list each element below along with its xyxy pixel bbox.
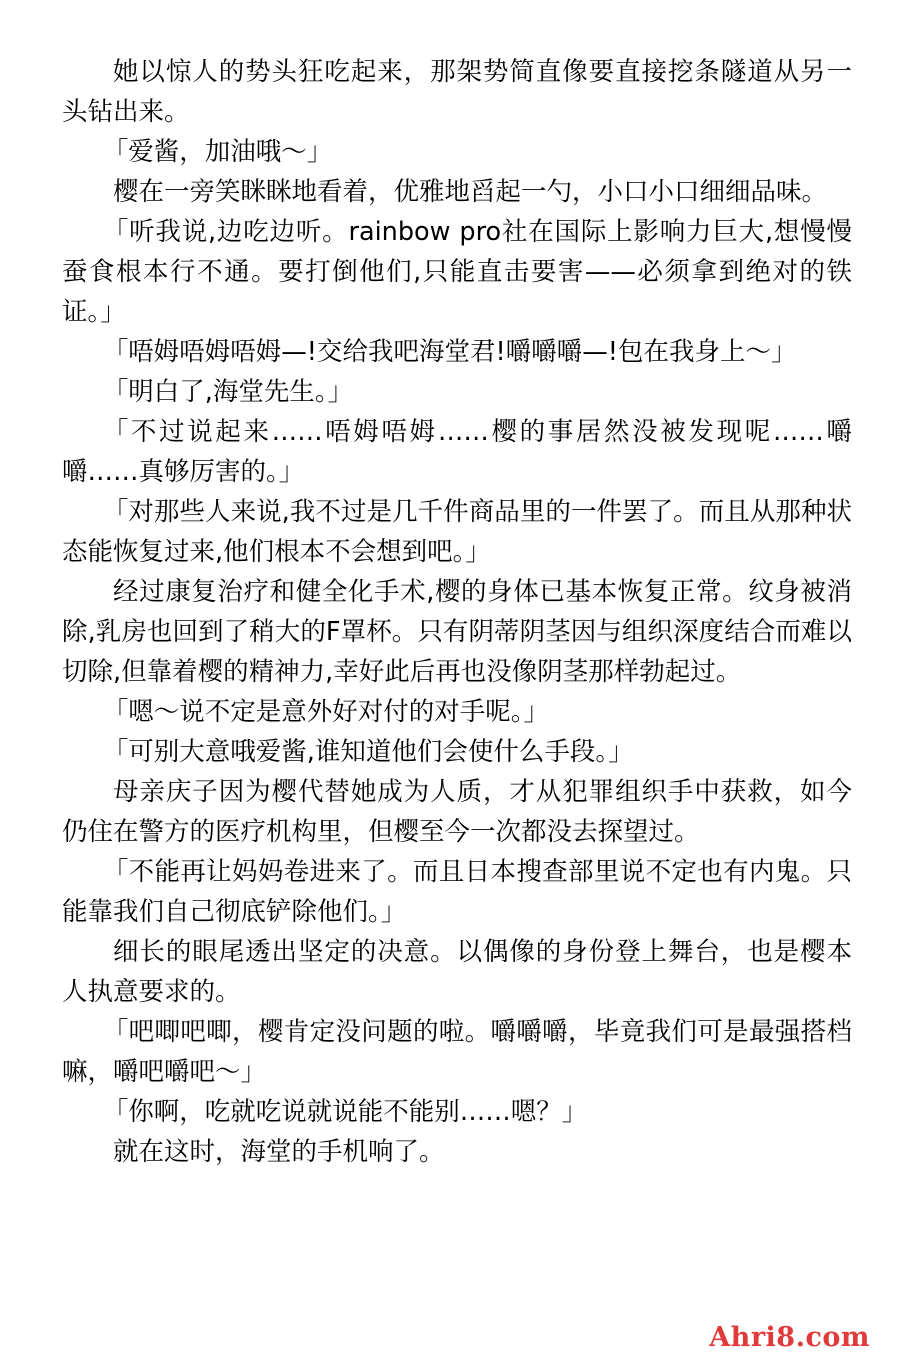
dialogue-paragraph: 「听我说,边吃边听。rainbow pro社在国际上影响力巨大,想慢慢蚕食根本行不通。要打倒他们,只能直击要害——必须拿到绝对的铁证。」 — [62, 217, 852, 327]
narration-paragraph: 就在这时，海堂的手机响了。 — [113, 1137, 445, 1167]
dialogue-paragraph: 「可别大意哦爱酱,谁知道他们会使什么手段。」 — [102, 737, 634, 767]
dialogue-paragraph: 「你啊，吃就吃说就说能不能别……嗯？」 — [102, 1097, 588, 1127]
dialogue-paragraph: 「嗯～说不定是意外好对付的对手呢。」 — [102, 697, 550, 727]
novel-text-body — [62, 52, 852, 1172]
dialogue-paragraph: 「唔姆唔姆唔姆—!交给我吧海堂君!嚼嚼嚼—!包在我身上～」 — [102, 337, 797, 367]
site-watermark: Ahri8.com — [709, 1322, 870, 1353]
dialogue-paragraph: 「不能再让妈妈卷进来了。而且日本搜查部里说不定也有内鬼。只能靠我们自己彻底铲除他们。」 — [62, 857, 852, 927]
narration-paragraph: 母亲庆子因为樱代替她成为人质，才从犯罪组织手中获救，如今仍住在警方的医疗机构里，但樱至今一次都没去探望过。 — [62, 777, 852, 847]
narration-paragraph: 经过康复治疗和健全化手术,樱的身体已基本恢复正常。纹身被消除,乳房也回到了稍大的F罩杯。只有阴蒂阴茎因与组织深度结合而难以切除,但靠着樱的精神力,幸好此后再也没像阴茎那样勃起过。 — [62, 577, 852, 687]
narration-paragraph: 她以惊人的势头狂吃起来，那架势简直像要直接挖条隧道从另一头钻出来。 — [62, 57, 852, 127]
dialogue-paragraph: 「吧唧吧唧，樱肯定没问题的啦。嚼嚼嚼，毕竟我们可是最强搭档嘛，嚼吧嚼吧～」 — [62, 1017, 852, 1087]
narration-paragraph: 细长的眼尾透出坚定的决意。以偶像的身份登上舞台，也是樱本人执意要求的。 — [62, 937, 852, 1007]
dialogue-paragraph: 「不过说起来……唔姆唔姆……樱的事居然没被发现呢……嚼嚼……真够厉害的。」 — [62, 417, 852, 487]
narration-paragraph: 樱在一旁笑眯眯地看着，优雅地舀起一勺，小口小口细细品味。 — [113, 177, 828, 207]
dialogue-paragraph: 「明白了,海堂先生。」 — [102, 377, 354, 407]
dialogue-paragraph: 「爱酱，加油哦～」 — [102, 137, 333, 167]
dialogue-paragraph: 「对那些人来说,我不过是几千件商品里的一件罢了。而且从那种状态能恢复过来,他们根本不会想到吧。」 — [62, 497, 852, 567]
